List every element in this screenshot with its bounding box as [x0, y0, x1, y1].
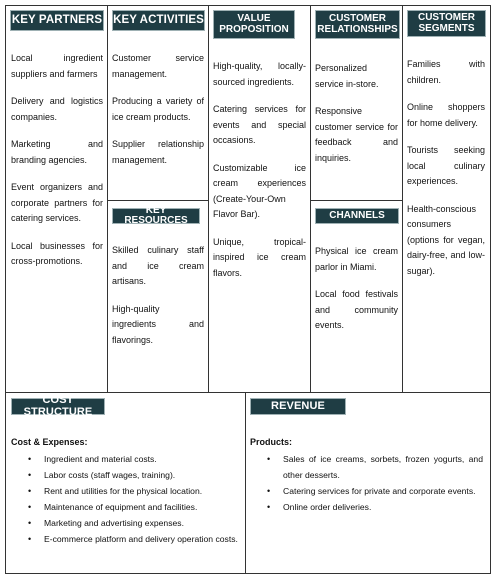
- list-item: Producing a variety of ice cream products.: [112, 96, 204, 122]
- divider-v3: [310, 5, 311, 393]
- key-resources-header: KEY RESOURCES: [112, 208, 200, 224]
- key-activities-header: KEY ACTIVITIES: [112, 10, 205, 31]
- divider-activities-resources: [107, 200, 209, 201]
- list-item: • E-commerce platform and delivery operation costs.: [28, 531, 241, 547]
- list-item: Customer service management.: [112, 53, 204, 79]
- revenue-subtitle: Products:: [250, 437, 293, 447]
- value-proposition-title-line2: PROPOSITION: [219, 23, 289, 35]
- cost-structure-list: [28, 451, 241, 547]
- list-item: Delivery and logistics companies.: [11, 96, 103, 122]
- list-item: Customizable ice cream experiences (Create-Your-Own Flavor Bar).: [213, 162, 306, 219]
- list-item: • Ingredient and material costs.: [28, 451, 241, 467]
- list-item: • Online order deliveries.: [267, 499, 483, 515]
- list-item: Health-conscious consumers (options for vegan, dairy-free, and low-sugar).: [407, 203, 485, 276]
- customer-relationships-title-line2: RELATIONSHIPS: [317, 23, 398, 35]
- list-item: Skilled culinary staff and ice cream artisans.: [112, 245, 204, 286]
- cost-structure-subtitle: Cost & Expenses:: [11, 437, 88, 447]
- key-partners-header: KEY PARTNERS: [10, 10, 104, 31]
- divider-v1: [107, 5, 108, 393]
- list-item: • Sales of ice creams, sorbets, frozen yogurts, and other desserts.: [267, 451, 483, 483]
- border-top: [5, 5, 491, 6]
- value-proposition-title-line1: VALUE: [237, 13, 271, 24]
- list-item: Responsive customer service for feedback and inquiries.: [315, 106, 398, 163]
- divider-horizontal: [5, 392, 491, 393]
- list-item: High-quality, locally-sourced ingredients.: [213, 61, 306, 87]
- list-item: Families with children.: [407, 59, 485, 85]
- channels-header: CHANNELS: [315, 208, 399, 224]
- divider-v2: [208, 5, 209, 393]
- customer-segments-title-line2: SEGMENTS: [418, 22, 475, 34]
- cost-structure-header: COST STRUCTURE: [11, 398, 105, 415]
- list-item: Local food festivals and community events.: [315, 289, 398, 330]
- list-item: Local ingredient suppliers and farmers: [11, 53, 103, 79]
- list-item: • Labor costs (staff wages, training).: [28, 467, 241, 483]
- list-item: • Rent and utilities for the physical location.: [28, 483, 241, 499]
- revenue-header: REVENUE: [250, 398, 346, 415]
- customer-segments-title-line1: CUSTOMER: [417, 12, 476, 23]
- key-activities-list: [112, 51, 204, 180]
- list-item: Physical ice cream parlor in Miami.: [315, 246, 398, 272]
- customer-segments-header: [407, 10, 486, 37]
- border-bottom: [5, 573, 491, 574]
- list-item: Online shoppers for home delivery.: [407, 102, 485, 128]
- key-partners-list: [11, 51, 103, 282]
- list-item: High-quality ingredients and flavorings.: [112, 303, 204, 345]
- revenue-list: [267, 451, 483, 515]
- list-item: • Maintenance of equipment and facilities.: [28, 499, 241, 515]
- border-right: [490, 5, 491, 574]
- customer-relationships-header: [315, 10, 400, 39]
- list-item: Unique, tropical-inspired ice cream flavors.: [213, 236, 306, 278]
- customer-relationships-title-line1: CUSTOMER: [328, 13, 387, 24]
- border-left: [5, 5, 6, 574]
- customer-segments-list: [407, 57, 485, 291]
- list-item: Supplier relationship management.: [112, 139, 204, 165]
- list-item: Personalized service in-store.: [315, 63, 379, 89]
- list-item: • Marketing and advertising expenses.: [28, 515, 241, 531]
- divider-bottom-v: [245, 392, 246, 574]
- list-item: Marketing and branding agencies.: [11, 139, 103, 165]
- value-proposition-list: [213, 59, 306, 293]
- list-item: Catering services for events and special occasions.: [213, 104, 306, 145]
- list-item: • Catering services for private and corporate events.: [267, 483, 483, 499]
- list-item: Local businesses for cross-promotions.: [11, 240, 103, 266]
- channels-list: [315, 244, 398, 346]
- list-item: Tourists seeking local culinary experiences.: [407, 145, 485, 186]
- divider-relationships-channels: [310, 200, 403, 201]
- customer-relationships-list: [315, 61, 398, 178]
- key-resources-list: [112, 243, 204, 360]
- value-proposition-header: [213, 10, 295, 39]
- divider-v4: [402, 5, 403, 393]
- list-item: Event organizers and corporate partners for catering services.: [11, 182, 103, 223]
